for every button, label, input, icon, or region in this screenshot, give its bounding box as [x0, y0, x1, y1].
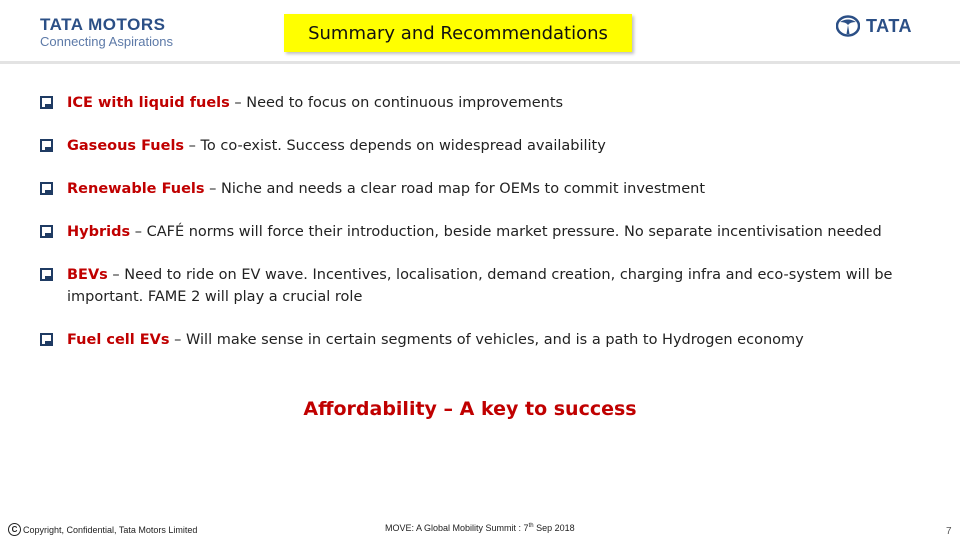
bullet-text: – Will make sense in certain segments of vehicles, and is a path to Hydrogen economy — [169, 332, 804, 348]
list-item — [40, 329, 920, 351]
footer-copyright — [8, 523, 197, 536]
bullet-term: Gaseous Fuels — [67, 138, 185, 154]
checkbox-bullet-icon — [40, 268, 54, 282]
event-date: Sep 2018 — [533, 523, 575, 533]
list-item — [40, 221, 920, 243]
bullet-term: Fuel cell EVs — [67, 332, 170, 348]
header-divider — [0, 61, 960, 64]
page-number: 7 — [946, 526, 952, 537]
checkbox-bullet-icon — [40, 182, 54, 196]
bullet-text: – Need to focus on continuous improvements — [229, 95, 564, 111]
bullet-term: Renewable Fuels — [67, 181, 205, 197]
tata-logo — [836, 15, 912, 37]
recommendation-list — [40, 92, 920, 351]
header — [0, 0, 960, 62]
event-text: MOVE: A Global Mobility Summit : 7 — [385, 523, 529, 533]
list-item — [40, 92, 920, 114]
checkbox-bullet-icon — [40, 139, 54, 153]
bullet-term: ICE with liquid fuels — [67, 95, 230, 111]
slide-title-box — [284, 14, 632, 52]
list-item — [40, 178, 920, 200]
list-item — [40, 135, 920, 157]
logo-tagline: Connecting Aspirations — [40, 34, 173, 49]
logo-wordmark: TATA MOTORS — [40, 15, 166, 34]
footer-event — [385, 523, 575, 533]
slide-title: Summary and Recommendations — [308, 22, 608, 44]
event-ordinal: th — [528, 523, 534, 529]
copyright-text: Copyright, Confidential, Tata Motors Limited — [23, 524, 198, 535]
bullet-text: – Niche and needs a clear road map for OEMs to commit investment — [204, 181, 706, 197]
bullet-text: – To co-exist. Success depends on widespread availability — [184, 138, 606, 154]
checkbox-bullet-icon — [40, 333, 54, 347]
copyright-icon: C — [8, 523, 21, 536]
bullet-text: – CAFÉ norms will force their introduction, beside market pressure. No separate incentivisation needed — [130, 224, 882, 240]
bullet-term: BEVs — [67, 267, 108, 283]
key-message: Affordability – A key to success — [303, 398, 637, 420]
checkbox-bullet-icon — [40, 96, 54, 110]
bullet-text: – Need to ride on EV wave. Incentives, localisation, demand creation, charging infra and eco-system will be important. FAME 2 will play a crucial role — [67, 267, 893, 305]
tata-motors-logo — [40, 16, 173, 50]
checkbox-bullet-icon — [40, 225, 54, 239]
list-item — [40, 264, 920, 308]
tata-wordmark: TATA — [866, 15, 912, 36]
bullet-term: Hybrids — [67, 224, 131, 240]
tata-emblem-icon — [836, 15, 860, 37]
